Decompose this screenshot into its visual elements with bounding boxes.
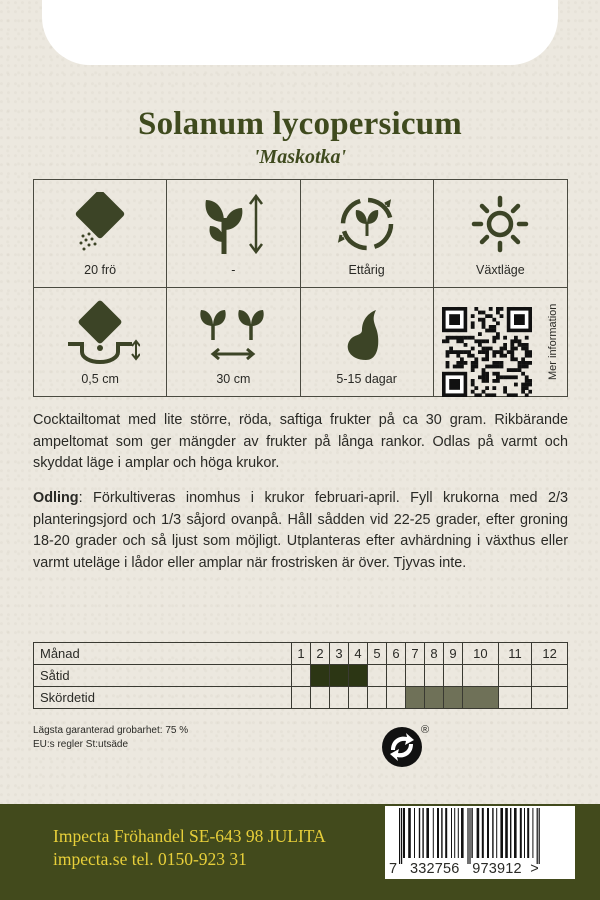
- calendar-cell: [292, 687, 311, 709]
- cultivation-body: : Förkultiveras inomhus i krukor februari-april. Fyll krukorna med 2/3 planteringsjord och 1/3 såjord ovanpå. Håll sådden vid 22-25 grader, efter groning 18-20 grader och så ljust som möjligt. Utplanteras efter avhärdning i växthus eller varmt uteläge i lådor eller amplar när frostrisken är över. Tjyvas inte.: [33, 490, 568, 571]
- eu-note: EU:s regler St:utsäde: [33, 739, 129, 750]
- calendar-header-row: [34, 643, 568, 665]
- month-cell: 12: [532, 643, 568, 665]
- month-cell: 3: [330, 643, 349, 665]
- calendar-cell: [349, 665, 368, 687]
- germination-cell: [301, 288, 434, 396]
- page-title: Solanum lycopersicum: [138, 106, 462, 142]
- month-cell: 6: [387, 643, 406, 665]
- calendar-cell: [387, 687, 406, 709]
- calendar-cell: [498, 687, 531, 709]
- germination-label: 5-15 dagar: [336, 372, 397, 386]
- harvest-row: [34, 687, 568, 709]
- harvest-row-label: Skördetid: [34, 687, 292, 709]
- sowing-row: [34, 665, 568, 687]
- sowing-depth-icon: [60, 300, 140, 364]
- sowing-row-label: Såtid: [34, 665, 292, 687]
- lifecycle-label: Ettårig: [348, 263, 385, 277]
- barcode: [385, 806, 575, 879]
- more-info-label: Mer information: [547, 303, 559, 381]
- calendar-cell: [444, 687, 463, 709]
- qr-cell: [434, 288, 567, 396]
- cultivation-text: [33, 488, 568, 574]
- hang-hole: [42, 0, 558, 65]
- calendar-cell: [532, 665, 568, 687]
- calendar-cell: [444, 665, 463, 687]
- sun-icon: [465, 192, 535, 256]
- description-text: Cocktailtomat med lite större, röda, saftiga frukter på ca 30 gram. Rikbärande ampeltomat som ger mängder av frukter på långa rankor. Odlas på varmt och skyddat läge i amplar och höga krukor.: [33, 412, 568, 471]
- seed-count-cell: [34, 180, 167, 288]
- company-contact: impecta.se tel. 0150-923 31: [53, 849, 247, 869]
- month-header-label: Månad: [34, 643, 292, 665]
- calendar-cell: [387, 665, 406, 687]
- plant-height-label: -: [231, 263, 236, 277]
- sowing-depth-cell: [34, 288, 167, 396]
- calendar-cell: [406, 665, 425, 687]
- calendar-cell: [463, 665, 499, 687]
- registered-mark: ®: [421, 724, 430, 736]
- calendar-cell: [368, 665, 387, 687]
- calendar-cell: [425, 687, 444, 709]
- calendar-cell: [368, 687, 387, 709]
- lifecycle-cell: [301, 180, 434, 288]
- sowing-depth-label: 0,5 cm: [81, 372, 119, 386]
- month-cell: 5: [368, 643, 387, 665]
- month-cell: 4: [349, 643, 368, 665]
- month-cell: 10: [463, 643, 499, 665]
- calendar-cell: [425, 665, 444, 687]
- calendar-cell: [311, 665, 330, 687]
- barcode-number: 7 332756 973912 >: [389, 861, 539, 877]
- month-cell: 9: [444, 643, 463, 665]
- calendar-cell: [349, 687, 368, 709]
- seed-count-label: 20 frö: [84, 263, 117, 277]
- location-cell: [434, 180, 567, 288]
- cultivation-heading: Odling: [33, 490, 79, 506]
- month-cell: 11: [498, 643, 531, 665]
- germination-icon: [332, 300, 402, 364]
- calendar-cell: [330, 687, 349, 709]
- plant-spacing-cell: [167, 288, 300, 396]
- plant-spacing-label: 30 cm: [216, 372, 251, 386]
- month-cell: 8: [425, 643, 444, 665]
- calendar-cell: [292, 665, 311, 687]
- info-grid: [33, 179, 568, 397]
- calendar-cell: [532, 687, 568, 709]
- calendar-cell: [498, 665, 531, 687]
- location-label: Växtläge: [476, 263, 525, 277]
- plant-height-cell: [167, 180, 300, 288]
- month-cell: 2: [311, 643, 330, 665]
- qr-code-icon[interactable]: [442, 295, 532, 402]
- calendar-cell: [406, 687, 425, 709]
- month-cell: 7: [406, 643, 425, 665]
- calendar-cell: [463, 687, 499, 709]
- month-cell: 1: [292, 643, 311, 665]
- plant-spacing-icon: [193, 300, 273, 364]
- sowing-calendar: [33, 642, 568, 709]
- variety-name: 'Maskotka': [253, 146, 347, 168]
- recycle-icon: [381, 726, 423, 768]
- calendar-cell: [330, 665, 349, 687]
- plant-height-icon: [198, 192, 268, 256]
- annual-cycle-icon: [332, 192, 402, 256]
- calendar-cell: [311, 687, 330, 709]
- seed-packet-icon: [65, 192, 135, 256]
- company-address: Impecta Fröhandel SE-643 98 JULITA: [53, 826, 326, 846]
- germination-note: Lägsta garanterad grobarhet: 75 %: [33, 725, 189, 736]
